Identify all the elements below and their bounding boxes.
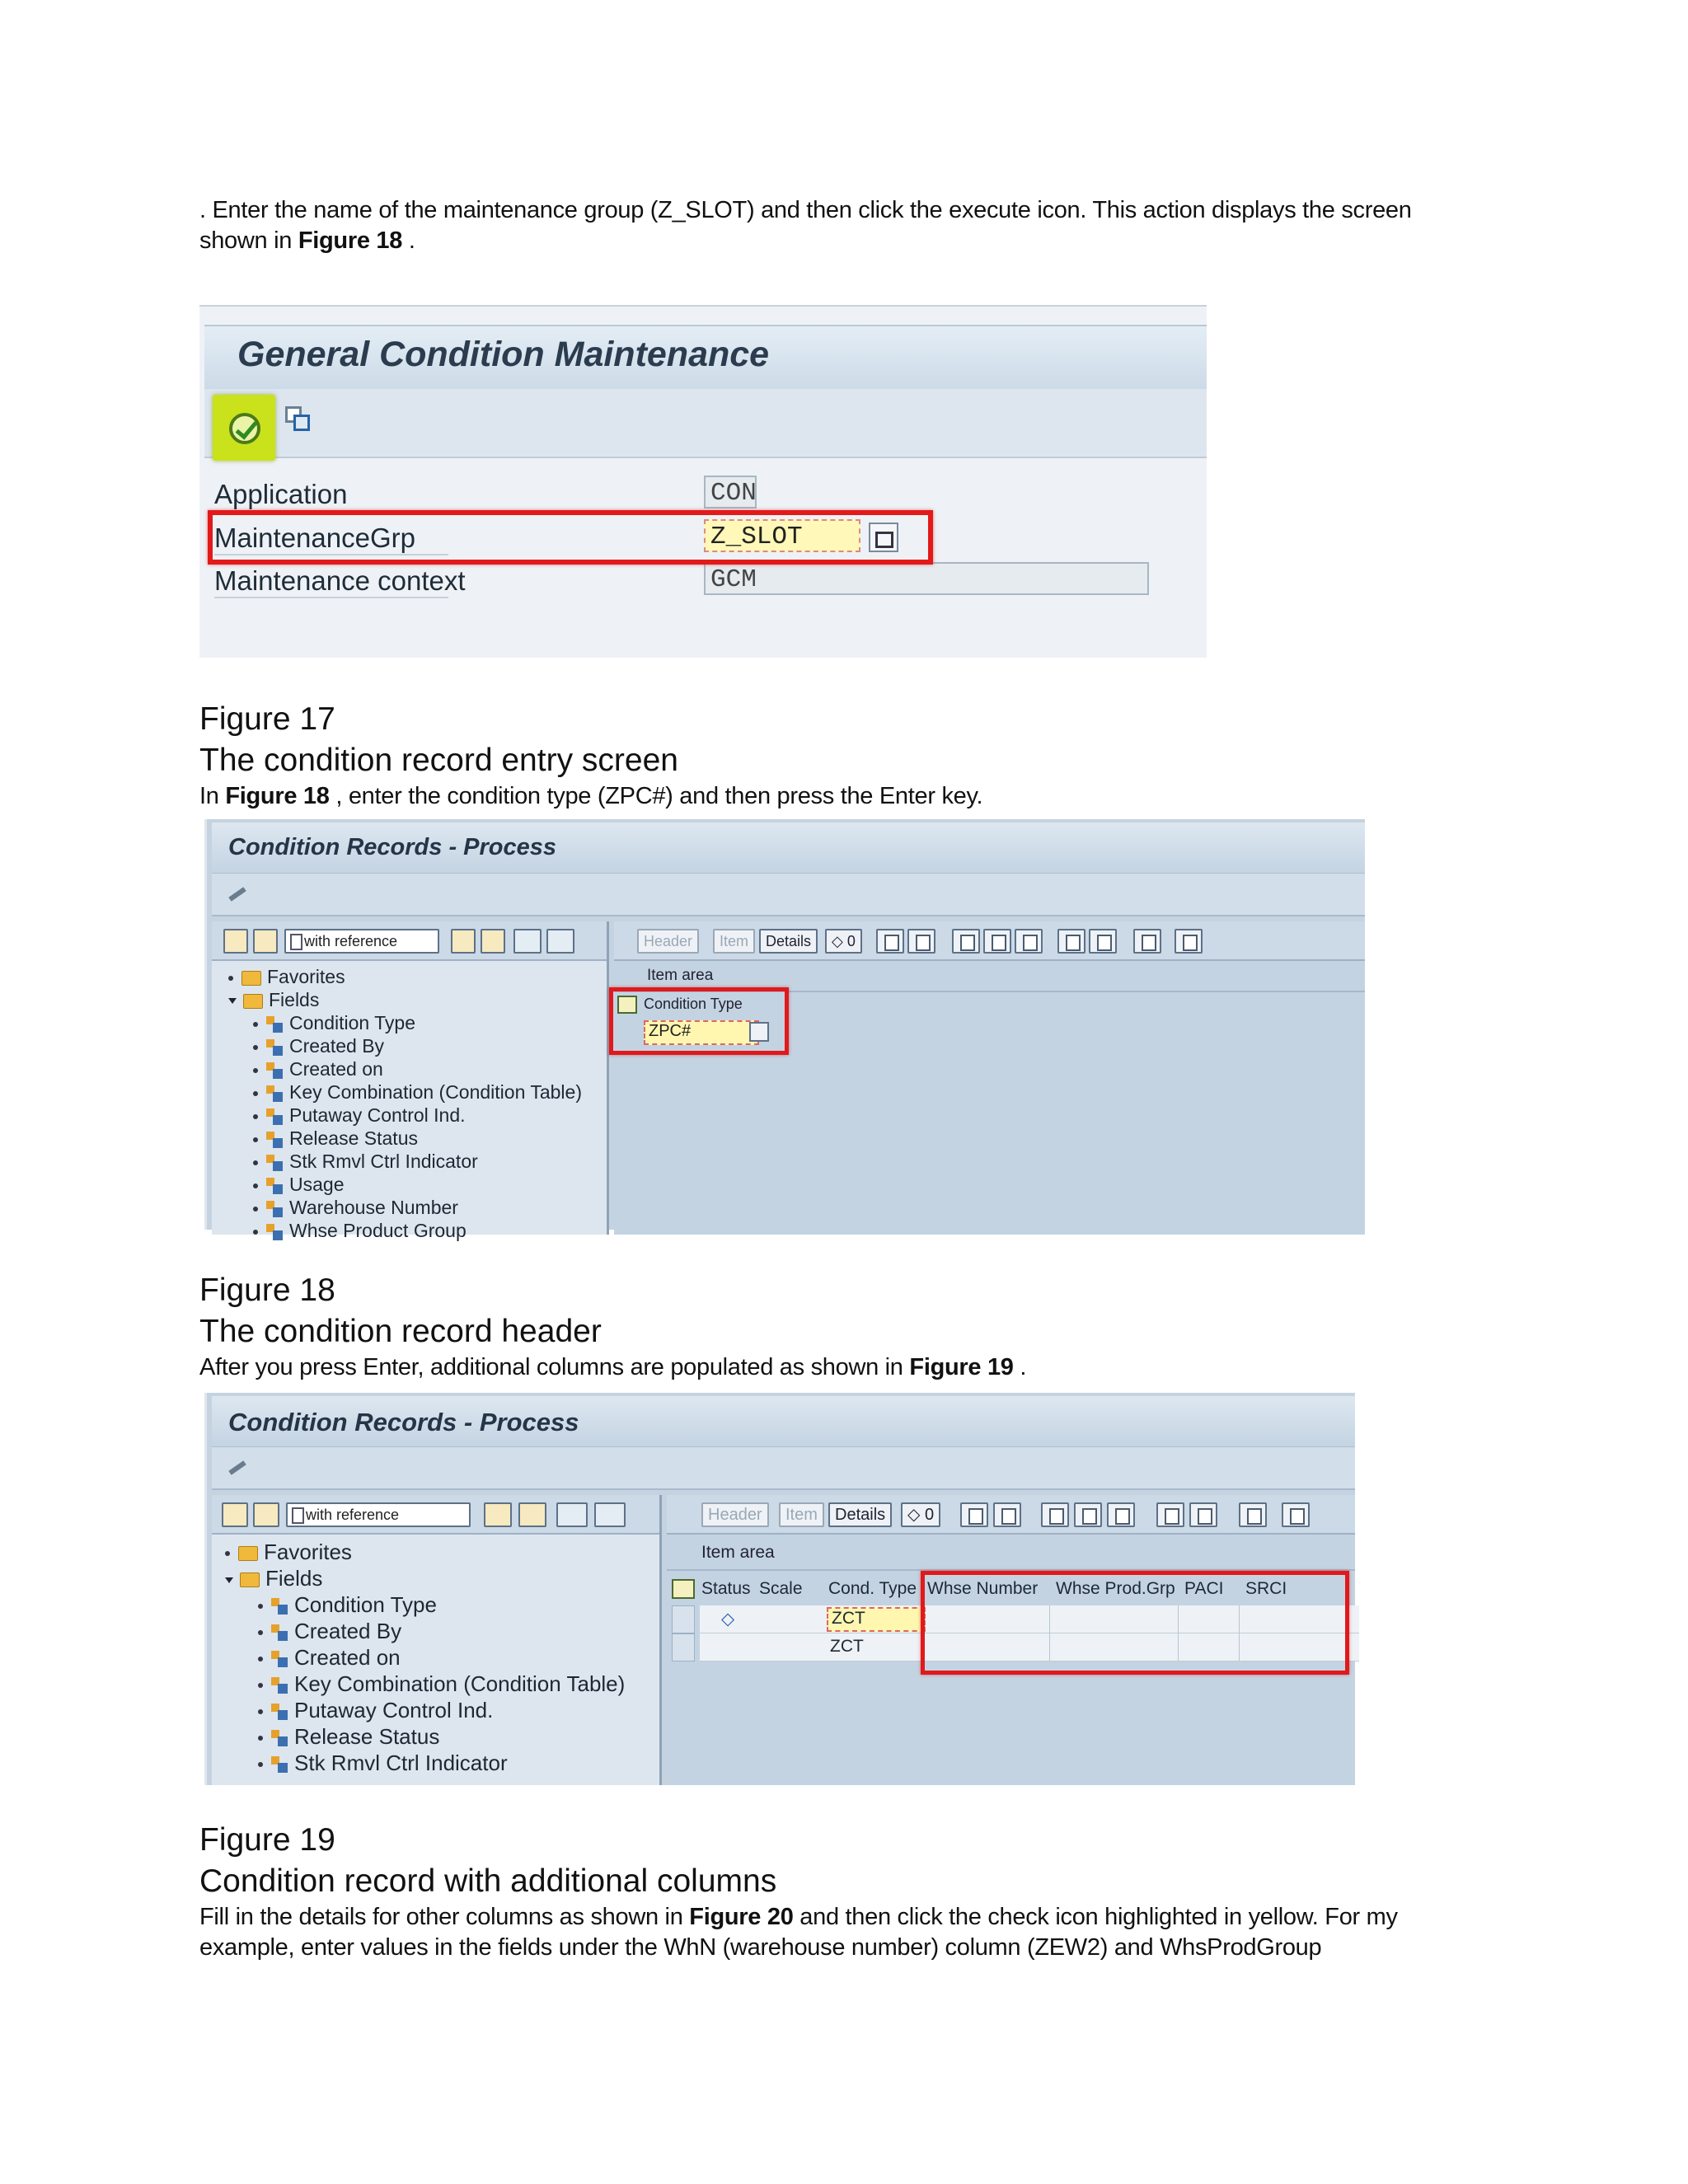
figure-caption: Condition record with additional columns xyxy=(199,1863,777,1899)
intro-text: . xyxy=(402,227,415,254)
text: After you press Enter, additional columns are populated as shown in xyxy=(199,1354,910,1380)
item-area-label: Item area xyxy=(701,1543,775,1562)
row-selector[interactable] xyxy=(672,1633,695,1661)
condition-type-input[interactable]: ZPC# xyxy=(644,1020,759,1045)
toolbar xyxy=(212,1447,1355,1490)
tree-label: Warehouse Number xyxy=(289,1197,458,1218)
application-row xyxy=(214,474,1174,512)
text: . xyxy=(1013,1354,1027,1380)
folder-icon xyxy=(240,1572,260,1587)
highlight-box xyxy=(921,1571,1349,1675)
details-button[interactable]: Details xyxy=(759,929,818,954)
tree-label: Key Combination (Condition Table) xyxy=(289,1081,582,1103)
tree-label: Putaway Control Ind. xyxy=(289,1104,466,1126)
execute-button[interactable] xyxy=(213,395,275,461)
field-icon xyxy=(271,1624,288,1641)
condition-records-screenshot-1 xyxy=(204,819,1365,1241)
tree-created-on[interactable] xyxy=(253,1058,383,1080)
copy-icon[interactable] xyxy=(952,929,980,954)
screen-title: Condition Records - Process xyxy=(228,1408,579,1436)
column-header-scale[interactable]: Scale xyxy=(759,1579,803,1598)
layout-icon[interactable] xyxy=(513,929,542,954)
column-header-whse-number[interactable]: Whse Number xyxy=(927,1579,1039,1598)
intro-text: shown in xyxy=(199,227,298,254)
figure-ref: Figure 18 xyxy=(225,783,330,809)
field-icon xyxy=(266,1155,283,1171)
screen-title: Condition Records - Process xyxy=(228,834,557,860)
condition-type-header: Condition Type xyxy=(644,996,743,1012)
with-reference-button[interactable]: with reference xyxy=(286,1502,471,1527)
application-field[interactable]: CON xyxy=(704,476,757,509)
fig19-line-1 xyxy=(199,1902,1398,1933)
tree-label: Stk Rmvl Ctrl Indicator xyxy=(289,1151,478,1172)
status-icon: ◇ xyxy=(721,1610,735,1629)
title-bar xyxy=(212,1396,1355,1447)
field-icon xyxy=(266,1224,283,1240)
tree-stk-rmvl[interactable] xyxy=(258,1750,508,1776)
field-icon xyxy=(266,1016,283,1033)
count-button[interactable]: ◇ 0 xyxy=(825,929,862,954)
field-icon xyxy=(266,1201,283,1217)
field-icon xyxy=(266,1178,283,1194)
item-toolbar xyxy=(614,921,1365,961)
figure-number: Figure 18 xyxy=(199,1272,335,1308)
figure-number: Figure 19 xyxy=(199,1822,335,1858)
favorite-add-icon[interactable] xyxy=(518,1502,546,1527)
item-area-label: Item area xyxy=(647,967,714,984)
figure-caption: The condition record header xyxy=(199,1314,602,1349)
field-icon xyxy=(266,1062,283,1079)
tree-label: Usage xyxy=(289,1174,345,1195)
column-icon[interactable] xyxy=(546,929,574,954)
tree-stk-rmvl[interactable] xyxy=(253,1151,478,1173)
tree-label: Created on xyxy=(289,1058,383,1080)
figure-number: Figure 17 xyxy=(199,701,335,737)
column-header-paci[interactable]: PACI xyxy=(1184,1579,1224,1598)
header-button[interactable]: Header xyxy=(637,929,699,954)
tree-release-status[interactable] xyxy=(258,1724,439,1750)
column-icon[interactable] xyxy=(594,1502,626,1527)
toolbar xyxy=(212,874,1365,916)
tree-label: Fields xyxy=(269,989,320,1010)
print-icon[interactable] xyxy=(1156,1502,1184,1527)
figure-ref: Figure 20 xyxy=(689,1904,794,1930)
field-icon xyxy=(271,1598,288,1615)
get-variant-icon[interactable] xyxy=(282,403,315,436)
favorite-icon[interactable] xyxy=(484,1502,512,1527)
delete-icon[interactable] xyxy=(1107,1502,1135,1527)
tree-favorites[interactable] xyxy=(228,966,345,988)
fig19-line-2: example, enter values in the fields under the WhN (warehouse number) column (ZEW2) and WhsProdGroup xyxy=(199,1934,1322,1961)
tree-label: Created By xyxy=(289,1035,385,1057)
title-bar xyxy=(212,823,1365,874)
navigation-pane xyxy=(212,1495,662,1785)
favorite-add-icon[interactable] xyxy=(481,929,505,954)
tree-label: Favorites xyxy=(267,966,345,987)
favorite-icon[interactable] xyxy=(451,929,476,954)
folder-icon xyxy=(241,971,261,986)
fig18-text xyxy=(199,1352,1026,1383)
text: Fill in the details for other columns as shown in xyxy=(199,1904,690,1930)
intro-line-2 xyxy=(199,226,1412,256)
maintenance-context-row xyxy=(214,560,1174,598)
title-bar xyxy=(204,325,1207,389)
toolbar xyxy=(204,389,1207,458)
export-icon[interactable] xyxy=(1133,929,1161,954)
tree-label: Stk Rmvl Ctrl Indicator xyxy=(294,1750,508,1775)
figure-ref: Figure 19 xyxy=(909,1354,1014,1380)
tree-label: Condition Type xyxy=(289,1012,416,1033)
tree-release-status[interactable] xyxy=(253,1127,418,1150)
tree-condition-type[interactable] xyxy=(258,1592,437,1618)
column-header-srci[interactable]: SRCI xyxy=(1245,1579,1287,1598)
fig19-text xyxy=(199,1902,1398,1963)
collapse-icon[interactable] xyxy=(253,929,278,954)
text: In xyxy=(199,783,226,809)
tree-putaway-control[interactable] xyxy=(253,1104,466,1127)
folder-icon xyxy=(238,1546,258,1561)
figure-ref: Figure 18 xyxy=(298,227,403,254)
column-header-status[interactable]: Status xyxy=(701,1579,751,1598)
copy-icon[interactable] xyxy=(1041,1502,1069,1527)
field-icon xyxy=(271,1677,288,1694)
field-icon xyxy=(271,1704,288,1720)
tree-label: Fields xyxy=(265,1566,323,1591)
field-icon xyxy=(266,1132,283,1148)
field-label: Maintenance context xyxy=(214,565,466,596)
tree-label: Created By xyxy=(294,1619,402,1643)
text: and then click the check icon highlighted in yellow. For my xyxy=(793,1904,1398,1930)
nav-toolbar xyxy=(212,921,607,961)
edit-icon[interactable] xyxy=(227,885,248,903)
settings-icon[interactable] xyxy=(1189,1502,1217,1527)
item-toolbar xyxy=(667,1495,1355,1535)
tree-created-by[interactable] xyxy=(258,1619,401,1644)
general-condition-maintenance-screenshot xyxy=(199,305,1207,658)
item-button[interactable]: Item xyxy=(779,1502,824,1527)
tree-label: Release Status xyxy=(289,1127,418,1149)
tree-putaway-control[interactable] xyxy=(258,1698,493,1723)
cond-type-cell[interactable]: ZCT xyxy=(827,1607,926,1632)
select-all-icon[interactable] xyxy=(672,1579,695,1599)
expand-icon[interactable] xyxy=(222,1502,248,1527)
field-icon xyxy=(266,1108,283,1125)
item-pane xyxy=(614,921,1365,1235)
field-label: Application xyxy=(214,479,348,509)
row-selector[interactable] xyxy=(672,1605,695,1633)
tree-label: Condition Type xyxy=(294,1592,437,1617)
screen-title: General Condition Maintenance xyxy=(237,335,770,374)
count-button[interactable]: ◇ 0 xyxy=(901,1502,940,1527)
tree-fields[interactable] xyxy=(225,1566,322,1591)
layout-icon[interactable] xyxy=(1282,1502,1310,1527)
field-icon xyxy=(266,1039,283,1056)
tree-warehouse-number[interactable] xyxy=(253,1197,458,1219)
print-icon[interactable] xyxy=(1057,929,1085,954)
layout-icon[interactable] xyxy=(556,1502,588,1527)
collapse-icon[interactable] xyxy=(253,1502,279,1527)
column-header-cond-type[interactable]: Cond. Type xyxy=(828,1579,917,1598)
tree-created-on[interactable] xyxy=(258,1645,401,1671)
tree-condition-type[interactable] xyxy=(253,1012,415,1034)
column-header-whse-prod-grp[interactable]: Whse Prod.Grp xyxy=(1056,1579,1175,1598)
table-icon[interactable] xyxy=(907,929,935,954)
fig17-text xyxy=(199,781,982,812)
with-reference-button[interactable]: with reference xyxy=(284,929,439,954)
tree-key-combination[interactable] xyxy=(258,1671,625,1697)
tree-created-by[interactable] xyxy=(253,1035,384,1057)
field-icon xyxy=(271,1651,288,1667)
folder-icon xyxy=(243,994,263,1009)
tree-fields[interactable] xyxy=(228,989,319,1011)
edit-icon[interactable] xyxy=(227,1459,248,1477)
cond-type-cell[interactable]: ZCT xyxy=(830,1637,864,1656)
export-icon[interactable] xyxy=(1239,1502,1267,1527)
tree-label: Created on xyxy=(294,1645,401,1670)
lock-icon[interactable] xyxy=(960,1502,988,1527)
settings-icon[interactable] xyxy=(1089,929,1117,954)
navigation-pane xyxy=(212,921,609,1241)
maintenance-group-field[interactable]: Z_SLOT xyxy=(704,519,860,552)
tree-label: Release Status xyxy=(294,1724,440,1749)
details-button[interactable]: Details xyxy=(828,1502,892,1527)
field-label: MaintenanceGrp xyxy=(214,523,415,553)
table-icon[interactable] xyxy=(993,1502,1021,1527)
tree-label: Whse Product Group xyxy=(289,1220,467,1241)
intro-line-1: . Enter the name of the maintenance group (Z_SLOT) and then click the execute icon. This action displays the screen xyxy=(199,197,1412,223)
maintenance-context-field[interactable]: GCM xyxy=(704,562,1149,595)
layout-icon[interactable] xyxy=(1175,929,1203,954)
expand-icon[interactable] xyxy=(223,929,248,954)
tree-label: Key Combination (Condition Table) xyxy=(294,1671,626,1696)
tree-key-combination[interactable] xyxy=(253,1081,582,1104)
highlight-box xyxy=(609,987,789,1055)
tree-label: Putaway Control Ind. xyxy=(294,1698,494,1722)
item-pane xyxy=(667,1495,1355,1785)
item-button[interactable]: Item xyxy=(713,929,755,954)
paste-icon[interactable] xyxy=(1074,1502,1102,1527)
highlight-box xyxy=(208,510,933,565)
header-button[interactable]: Header xyxy=(701,1502,769,1527)
delete-icon[interactable] xyxy=(1015,929,1043,954)
execute-icon xyxy=(229,413,260,444)
field-icon xyxy=(271,1756,288,1773)
figure-caption: The condition record entry screen xyxy=(199,743,678,778)
intro-paragraph xyxy=(199,195,1412,256)
field-icon xyxy=(266,1085,283,1102)
field-icon xyxy=(271,1730,288,1746)
tree-label: Favorites xyxy=(264,1540,352,1564)
text: , enter the condition type (ZPC#) and then press the Enter key. xyxy=(329,783,983,809)
tree-whse-product-group[interactable] xyxy=(253,1220,467,1242)
lock-icon[interactable] xyxy=(876,929,904,954)
nav-toolbar xyxy=(212,1495,659,1535)
paste-icon[interactable] xyxy=(983,929,1011,954)
condition-records-screenshot-2 xyxy=(204,1393,1355,1785)
tree-usage[interactable] xyxy=(253,1174,344,1196)
tree-favorites[interactable] xyxy=(225,1540,352,1565)
